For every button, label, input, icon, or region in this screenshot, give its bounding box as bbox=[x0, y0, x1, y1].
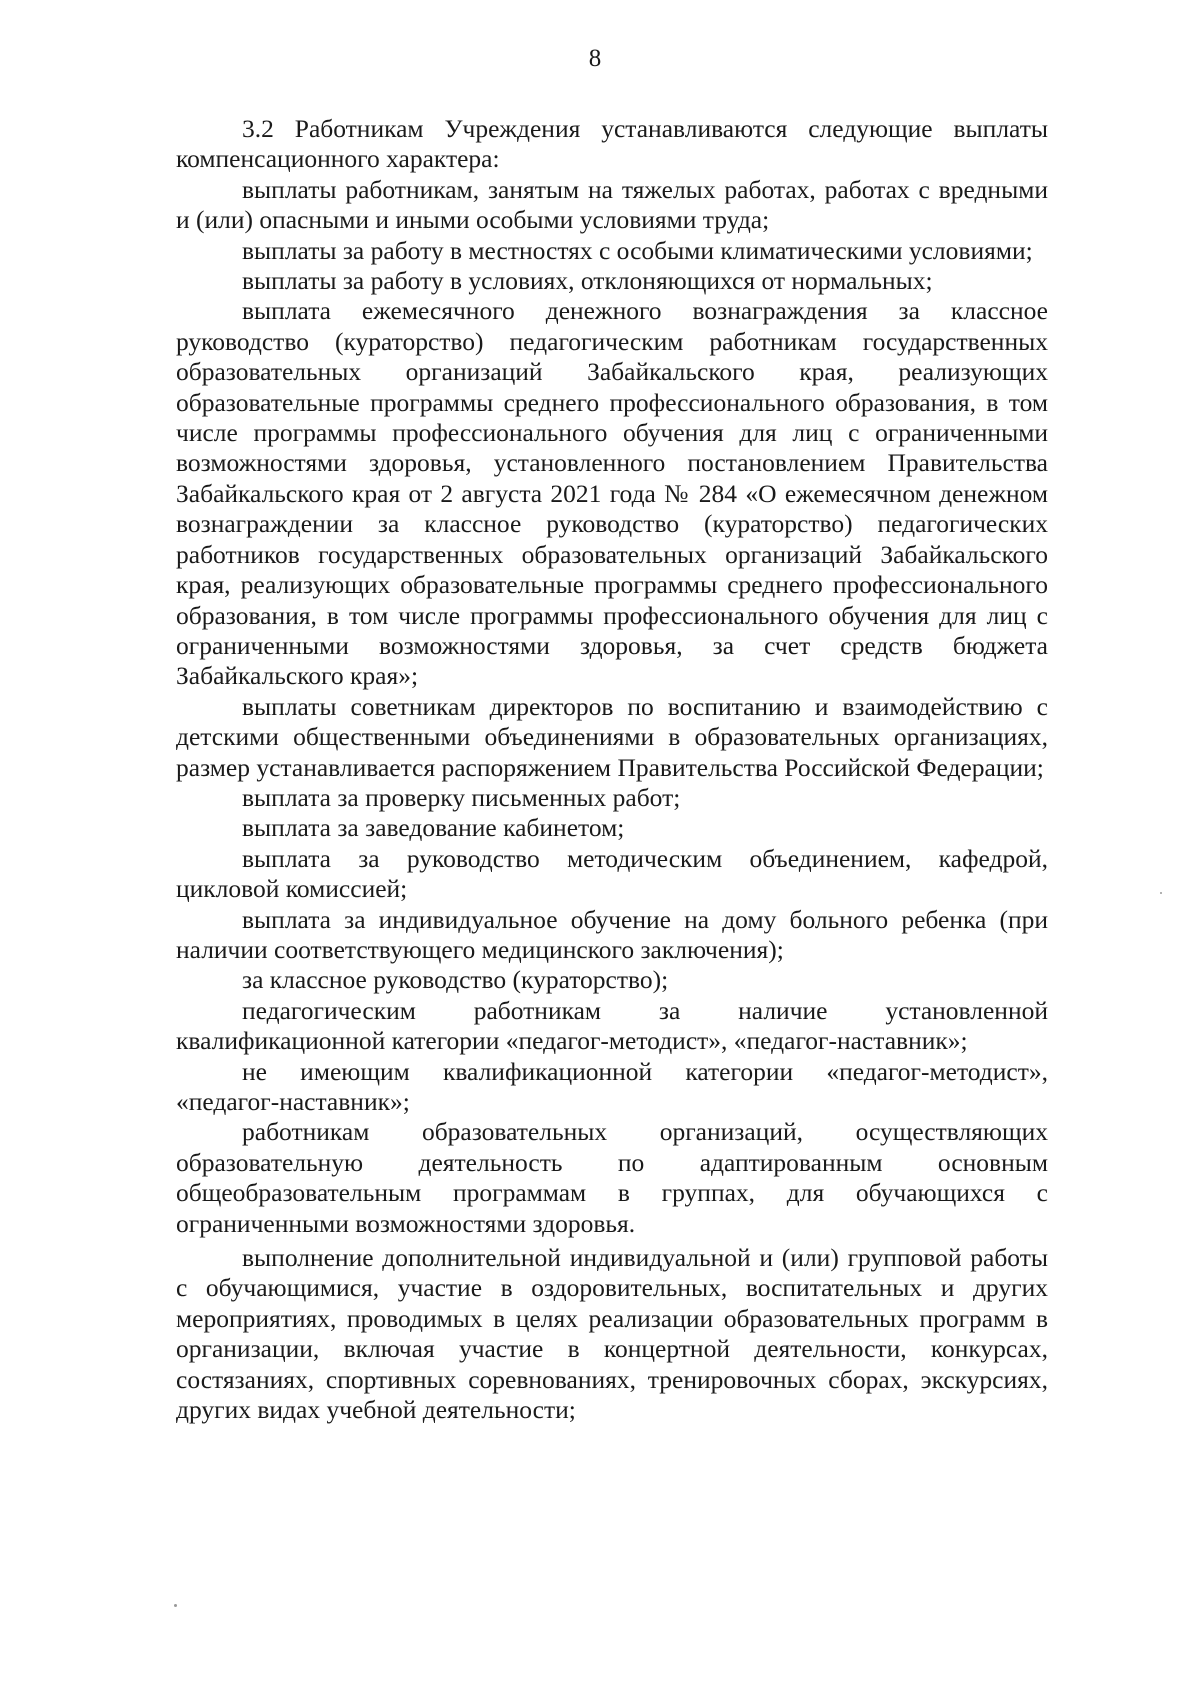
paragraph-methodical-association: выплата за руководство методическим объединением, кафедрой, цикловой комиссией; bbox=[176, 843, 1048, 904]
paragraph-class-guidance-reward: выплата ежемесячного денежного вознаграждения за классное руководство (кураторство) педагогическим работникам государственных образовательных организаций Забайкальского края, реализующих образовательные программы среднего профессионального образования, в том числе программы профессионального обучения для лиц с ограниченными возможностями здоровья, установленного постановлением Правительства Забайкальского края от 2 августа 2021 года № 284 «О ежемесячном денежном вознаграждении за классное руководство (кураторство) педагогических работников государственных образовательных организаций Забайкальского края, реализующих образовательные программы среднего профессионального образования, в том числе программы профессионального обучения для лиц с ограниченными возможностями здоровья, за счет средств бюджета Забайкальского края»; bbox=[176, 296, 1048, 691]
paragraph-class-supervision: за классное руководство (кураторство); bbox=[242, 965, 669, 995]
paragraph-additional-work: выполнение дополнительной индивидуальной и (или) групповой работы с обучающимися, участие в оздоровительных, воспитательных и других мероприятиях, проводимых в целях реализации образовательных программ в организации, включая участие в концертной деятельности, конкурсах, состязаниях, спортивных соревнованиях, тренировочных сборах, экскурсиях, других видах учебной деятельности; bbox=[176, 1243, 1048, 1425]
paragraph-adapted-programs: работникам образовательных организаций, осуществляющих образовательную деятельность по адаптированным основным общеобразовательным программам в группах, для обучающихся с ограниченными возможностями здоровья. bbox=[176, 1117, 1048, 1238]
paragraph-director-advisors: выплаты советникам директоров по воспитанию и взаимодействию с детскими общественными объединениями в образовательных организациях, размер устанавливается распоряжением Правительства Российской Федерации; bbox=[176, 691, 1048, 782]
paragraph-written-work-check: выплата за проверку письменных работ; bbox=[242, 782, 681, 812]
paragraph-home-schooling: выплата за индивидуальное обучение на дому больного ребенка (при наличии соответствующего медицинского заключения); bbox=[176, 904, 1048, 964]
scan-speck bbox=[1160, 892, 1162, 894]
scan-speck bbox=[174, 1604, 177, 1607]
document-body bbox=[176, 114, 1048, 1425]
paragraph-unqualified-teachers: не имеющим квалификационной категории «педагог-методист», «педагог-наставник»; bbox=[176, 1056, 1048, 1116]
paragraph-classroom-management: выплата за заведование кабинетом; bbox=[242, 813, 625, 843]
page-number: 8 bbox=[588, 45, 602, 72]
paragraph-abnormal-conditions: выплаты за работу в условиях, отклоняющихся от нормальных; bbox=[242, 266, 933, 296]
paragraph-qualified-teachers: педагогическим работникам за наличие установленной квалификационной категории «педагог-методист», «педагог-наставник»; bbox=[176, 995, 1048, 1056]
paragraph-climate-conditions: выплаты за работу в местностях с особыми климатическими условиями; bbox=[242, 235, 1033, 265]
paragraph-compensation-intro: 3.2 Работникам Учреждения устанавливаются следующие выплаты компенсационного характера: bbox=[176, 114, 1048, 174]
paragraph-hazardous-work: выплаты работникам, занятым на тяжелых работах, работах с вредными и (или) опасными и иными особыми условиями труда; bbox=[176, 174, 1048, 235]
